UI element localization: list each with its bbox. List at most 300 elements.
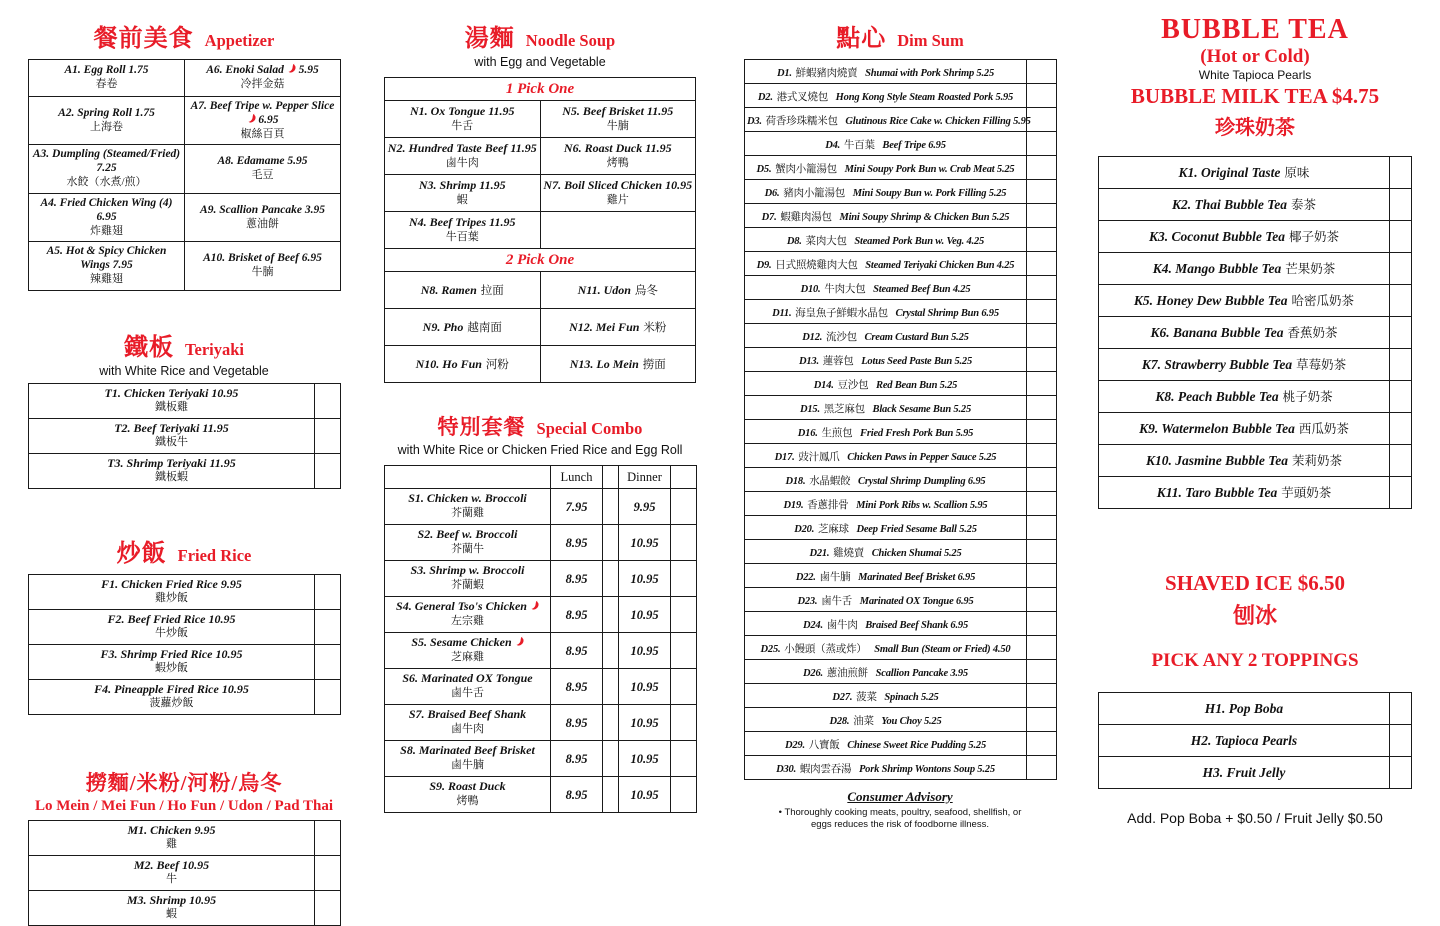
menu-item-cell — [745, 708, 1027, 732]
menu-item-cell — [29, 418, 315, 453]
menu-item-name: T2. Beef Teriyaki 11.95 — [114, 420, 229, 435]
menu-item-cell — [385, 212, 541, 249]
menu-item-cell — [29, 820, 315, 855]
menu-item-cell — [745, 108, 1031, 132]
menu-item-cell — [1099, 381, 1390, 413]
menu-item-name: N6. Roast Duck 11.95 — [563, 140, 672, 155]
menu-item-name-zh: 辣雞翅 — [90, 273, 123, 286]
menu-item-cell — [540, 309, 696, 346]
dim-sum-table — [744, 59, 1056, 780]
menu-row — [745, 108, 1057, 132]
menu-row — [745, 180, 1057, 204]
dim-sum-item-zh: 蓮蓉包 — [822, 355, 854, 367]
order-mark-cell — [1389, 413, 1411, 445]
dim-sum-item-en: Mini Soupy Pork Bun w. Crab Meat 5.25 — [844, 163, 1015, 175]
noodle-soup-table — [384, 77, 696, 383]
menu-row — [385, 466, 697, 489]
menu-row — [745, 756, 1057, 780]
order-mark-cell — [1027, 132, 1057, 156]
teriyaki-table — [28, 383, 340, 489]
dim-sum-item-number: D15. — [799, 403, 820, 415]
menu-item-name: N5. Beef Brisket 11.95 — [562, 103, 674, 118]
menu-item-name: N10. Ho Fun — [415, 357, 482, 371]
order-mark-cell — [671, 669, 697, 705]
lunch-price: 8.95 — [565, 751, 588, 766]
menu-item-name-zh: 菠蘿炒飯 — [149, 697, 194, 710]
menu-row — [29, 609, 341, 644]
menu-row — [29, 383, 341, 418]
dim-sum-item-number: D25. — [760, 643, 781, 655]
noodle-soup-title-zh: 湯麵 — [464, 26, 515, 52]
menu-item-cell — [745, 60, 1027, 84]
appetizer-table — [28, 59, 340, 291]
dim-sum-item-zh: 蝦雞肉湯包 — [780, 211, 832, 223]
advisory-text-body: Thoroughly cooking meats, poultry, seafood, shellfish, or eggs reduces the risk of foodborne illness. — [784, 807, 1022, 830]
dim-sum-item-number: D23. — [797, 595, 818, 607]
menu-item-name: A7. Beef Tripe w. Pepper Slice 6.95 — [190, 100, 335, 127]
dim-sum-item-en: Chicken Paws in Pepper Sauce 5.25 — [847, 451, 997, 463]
dim-sum-item-en: Small Bun (Steam or Fried) 4.50 — [874, 643, 1011, 655]
menu-row — [29, 890, 341, 925]
menu-item-cell — [385, 249, 696, 272]
menu-item-name-zh: 冷拌金菇 — [240, 78, 285, 91]
menu-row — [1099, 221, 1412, 253]
menu-item-cell — [745, 276, 1027, 300]
menu-row — [1099, 381, 1412, 413]
teriyaki-title-en: Teriyaki — [185, 339, 244, 359]
noodle-soup-subtitle: with Egg and Vegetable — [474, 55, 606, 69]
menu-item-name-zh: 毛豆 — [251, 169, 274, 182]
dim-sum-item-zh: 鮮蝦豬肉燒賣 — [795, 67, 858, 79]
order-mark-cell — [671, 777, 697, 813]
menu-item-cell — [1099, 725, 1390, 757]
dim-sum-item-number: D10. — [800, 283, 821, 295]
menu-row — [29, 820, 341, 855]
dim-sum-item-zh: 油菜 — [853, 715, 874, 727]
menu-row — [745, 636, 1057, 660]
menu-row — [745, 348, 1057, 372]
lunch-column-header: Lunch — [560, 470, 593, 484]
dim-sum-title-zh: 點心 — [836, 26, 887, 52]
lo-mein-title-zh: 撈麵/米粉/河粉/烏冬 — [85, 770, 283, 795]
menu-item-name-zh: 拉面 — [480, 285, 504, 297]
menu-item-name: S9. Roast Duck — [429, 779, 506, 794]
order-mark-cell — [315, 383, 341, 418]
menu-item-cell — [540, 101, 696, 138]
menu-item-cell — [385, 525, 551, 561]
dim-sum-item-zh: 牛肉大包 — [824, 283, 866, 295]
menu-item-name: N1. Ox Tongue 11.95 — [409, 103, 515, 118]
order-mark-cell — [1027, 204, 1057, 228]
dim-sum-item-number: D8. — [786, 235, 802, 247]
order-mark-cell — [1389, 381, 1411, 413]
order-mark-cell — [1027, 516, 1057, 540]
menu-item-cell — [385, 175, 541, 212]
order-mark-cell — [603, 525, 619, 561]
menu-item-name: F3. Shrimp Fried Rice 10.95 — [100, 646, 243, 661]
menu-item-cell — [619, 466, 671, 489]
dim-sum-item-en: Crystal Shrimp Dumpling 6.95 — [858, 475, 986, 487]
menu-item-cell — [385, 705, 551, 741]
order-mark-cell — [1027, 60, 1057, 84]
menu-row — [745, 132, 1057, 156]
order-mark-cell — [1027, 300, 1057, 324]
menu-item-name-zh: 烤鴨 — [456, 795, 479, 808]
dim-sum-item-number: D26. — [803, 667, 823, 679]
menu-item-name-zh: 撈面 — [642, 359, 666, 371]
appetizer-title-zh: 餐前美食 — [93, 26, 194, 52]
menu-item-name-zh: 鐵板蝦 — [155, 471, 188, 484]
menu-item-cell — [551, 597, 603, 633]
menu-item-name: A3. Dumpling (Steamed/Fried) 7.25 — [32, 148, 181, 175]
order-mark-cell — [1389, 253, 1411, 285]
menu-item-name-zh: 茉莉奶茶 — [1291, 454, 1342, 468]
menu-item-name-zh: 芋頭奶茶 — [1281, 486, 1332, 500]
order-mark-cell — [1027, 588, 1057, 612]
menu-item-name: M1. Chicken 9.95 — [127, 822, 216, 837]
dim-sum-item-number: D7. — [761, 211, 777, 223]
menu-item-name: F2. Beef Fried Rice 10.95 — [107, 611, 236, 626]
menu-item-cell — [619, 633, 671, 669]
dim-sum-item-zh: 小饅頭（蒸或炸） — [784, 643, 867, 655]
menu-item-name-zh: 鐵板雞 — [155, 401, 188, 414]
menu-row — [745, 300, 1057, 324]
menu-item-name: K11. Taro Bubble Tea — [1156, 485, 1278, 500]
dim-sum-item-zh: 海皇魚子鮮蝦水晶包 — [795, 307, 888, 319]
menu-item-cell — [1099, 757, 1390, 789]
menu-item-name-zh: 芥蘭牛 — [451, 543, 484, 556]
dim-sum-item-zh: 蝦肉雲吞湯 — [799, 763, 852, 775]
menu-item-cell — [745, 660, 1027, 684]
shaved-ice-title-zh: 刨冰 — [1232, 603, 1277, 628]
consumer-advisory — [744, 789, 1056, 831]
lo-mein-table — [28, 820, 340, 926]
order-mark-cell — [1027, 468, 1057, 492]
menu-item-name-zh: 蝦 — [166, 908, 177, 921]
column-dim-sum — [744, 0, 1056, 831]
dim-sum-item-number: D21. — [809, 547, 830, 559]
menu-item-name: F4. Pineapple Fired Rice 10.95 — [94, 681, 249, 696]
menu-row — [745, 252, 1057, 276]
order-mark-cell — [1027, 348, 1057, 372]
menu-item-cell — [29, 679, 315, 714]
menu-item-name-zh: 蝦 — [456, 193, 468, 206]
menu-item-name-zh: 鹵牛肉 — [445, 156, 479, 169]
order-mark-cell — [1389, 445, 1411, 477]
menu-item-name-zh: 哈密瓜奶茶 — [1291, 294, 1355, 308]
menu-item-name-zh: 香蕉奶茶 — [1287, 326, 1338, 340]
dim-sum-item-zh: 菜肉大包 — [805, 235, 847, 247]
menu-item-cell — [1099, 413, 1390, 445]
order-mark-cell — [1027, 684, 1057, 708]
menu-row — [1099, 157, 1412, 189]
menu-item-name: T1. Chicken Teriyaki 10.95 — [104, 385, 239, 400]
menu-row — [385, 777, 697, 813]
menu-item-name-zh: 桃子奶茶 — [1282, 390, 1333, 404]
order-mark-cell — [1027, 252, 1057, 276]
menu-item-name: N3. Shrimp 11.95 — [418, 177, 506, 192]
order-mark-cell — [1389, 189, 1411, 221]
column-bubble-tea — [1098, 0, 1412, 826]
menu-row — [1099, 189, 1412, 221]
menu-item-cell — [385, 489, 551, 525]
menu-item-cell — [745, 252, 1027, 276]
menu-table — [28, 820, 341, 926]
menu-item-name: H2. Tapioca Pearls — [1190, 732, 1298, 748]
menu-item-cell — [385, 777, 551, 813]
menu-item-name-zh: 牛腩 — [251, 266, 274, 279]
dim-sum-item-en: Pork Shrimp Wontons Soup 5.25 — [858, 763, 995, 775]
order-mark-cell — [1027, 228, 1057, 252]
menu-item-name: S5. Sesame Chicken — [387, 635, 548, 650]
dim-sum-item-en: You Choy 5.25 — [881, 715, 942, 727]
order-mark-cell — [1027, 708, 1057, 732]
dim-sum-item-en: Mini Pork Ribs w. Scallion 5.95 — [856, 499, 988, 511]
menu-item-name-zh: 春卷 — [95, 78, 118, 91]
menu-item-name: H3. Fruit Jelly — [1202, 764, 1286, 780]
pick-one-label: 2 Pick One — [505, 252, 575, 268]
menu-item-name: N13. Lo Mein — [569, 357, 639, 371]
dim-sum-item-number: D28. — [829, 715, 850, 727]
order-mark-cell — [1027, 108, 1057, 132]
menu-row — [1099, 693, 1412, 725]
menu-item-name-zh: 左宗雞 — [451, 615, 484, 628]
menu-item-name-zh: 椰子奶茶 — [1288, 230, 1339, 244]
menu-item-cell — [385, 669, 551, 705]
order-mark-cell — [1027, 612, 1057, 636]
pick-toppings-title: PICK ANY 2 TOPPINGS — [1151, 650, 1359, 671]
menu-row — [29, 644, 341, 679]
menu-item-cell — [745, 300, 1027, 324]
special-combo-subtitle: with White Rice or Chicken Fried Rice and Egg Roll — [397, 443, 683, 457]
lo-mein-header — [28, 767, 340, 797]
dim-sum-item-en: Black Sesame Bun 5.25 — [872, 403, 972, 415]
menu-item-cell — [745, 516, 1027, 540]
dim-sum-item-zh: 水晶蝦餃 — [809, 475, 851, 487]
fried-rice-header — [28, 533, 340, 568]
menu-row — [1099, 445, 1412, 477]
menu-item-name: M3. Shrimp 10.95 — [126, 892, 217, 907]
menu-table — [1098, 156, 1412, 509]
dim-sum-title-en: Dim Sum — [897, 31, 964, 50]
menu-item-name-zh: 雞 — [166, 838, 177, 851]
dim-sum-item-zh: 蟹肉小籠湯包 — [775, 163, 837, 175]
menu-item-name-zh: 蝦炒飯 — [155, 662, 188, 675]
dim-sum-item-number: D22. — [795, 571, 816, 583]
dim-sum-item-number: D5. — [756, 163, 772, 175]
teriyaki-title-zh: 鐵板 — [124, 334, 174, 361]
dim-sum-item-en: Lotus Seed Paste Bun 5.25 — [861, 355, 973, 367]
menu-item-cell — [745, 468, 1027, 492]
dim-sum-item-zh: 菠菜 — [856, 691, 877, 703]
menu-item-name: M2. Beef 10.95 — [133, 857, 210, 872]
menu-item-name: N7. Boil Sliced Chicken 10.95 — [543, 177, 693, 192]
menu-table — [384, 77, 696, 383]
menu-item-name: S4. General Tso's Chicken — [387, 599, 548, 614]
dim-sum-item-zh: 黑芝麻包 — [823, 403, 865, 415]
order-mark-cell — [603, 466, 619, 489]
teriyaki-header — [28, 327, 340, 362]
dim-sum-item-zh: 豬肉小籠湯包 — [783, 187, 846, 199]
bubble-tea-table — [1098, 156, 1412, 509]
fried-rice-title-zh: 炒飯 — [116, 540, 167, 567]
bubble-tea-hot-cold: (Hot or Cold) — [1200, 46, 1310, 67]
menu-item-cell — [1099, 189, 1390, 221]
menu-item-name-zh: 鹵牛舌 — [451, 687, 484, 700]
dim-sum-item-zh: 蔥油煎餅 — [826, 667, 868, 679]
menu-item-cell — [745, 756, 1027, 780]
dim-sum-item-zh: 雞燒賣 — [833, 547, 865, 559]
menu-item-cell — [619, 561, 671, 597]
menu-item-cell — [745, 396, 1027, 420]
dim-sum-item-en: Glutinous Rice Cake w. Chicken Filling 5.95 — [845, 115, 1031, 127]
menu-row — [745, 204, 1057, 228]
dim-sum-item-zh: 生煎包 — [821, 427, 853, 439]
menu-item-name: S2. Beef w. Broccoli — [417, 527, 518, 542]
menu-row — [1099, 757, 1412, 789]
menu-item-cell — [540, 138, 696, 175]
dinner-price: 10.95 — [630, 607, 659, 622]
menu-item-cell — [29, 193, 185, 241]
menu-item-name: S6. Marinated OX Tongue — [402, 671, 533, 686]
pick-one-label: 1 Pick One — [505, 81, 575, 97]
menu-row — [745, 228, 1057, 252]
order-mark-cell — [1027, 420, 1057, 444]
menu-row — [1099, 477, 1412, 509]
order-mark-cell — [1027, 156, 1057, 180]
menu-row — [745, 372, 1057, 396]
menu-row — [385, 525, 697, 561]
menu-item-cell — [745, 636, 1027, 660]
menu-row — [385, 212, 696, 249]
menu-row — [1099, 253, 1412, 285]
dim-sum-item-en: Marinated OX Tongue 6.95 — [859, 595, 974, 607]
menu-row — [745, 660, 1057, 684]
menu-item-cell — [1099, 253, 1390, 285]
menu-row — [745, 60, 1057, 84]
menu-item-cell — [619, 489, 671, 525]
menu-table — [744, 59, 1057, 780]
order-mark-cell — [315, 855, 341, 890]
menu-table — [28, 383, 341, 489]
lunch-price: 8.95 — [565, 535, 588, 550]
order-mark-cell — [1027, 756, 1057, 780]
menu-row — [745, 420, 1057, 444]
order-mark-cell — [1389, 157, 1411, 189]
lunch-price: 7.95 — [565, 499, 588, 514]
menu-item-cell — [29, 97, 185, 145]
menu-item-cell — [745, 444, 1027, 468]
appetizer-header — [28, 18, 340, 53]
dim-sum-item-number: D24. — [803, 619, 823, 631]
menu-item-name-zh: 芥蘭雞 — [451, 507, 484, 520]
menu-item-name: A1. Egg Roll 1.75 — [64, 64, 149, 77]
dinner-column-header: Dinner — [627, 470, 662, 484]
dim-sum-item-zh: 日式照燒雞肉大包 — [775, 259, 858, 271]
menu-item-name: K10. Jasmine Bubble Tea — [1145, 453, 1288, 468]
menu-item-cell — [1099, 477, 1390, 509]
menu-item-cell — [29, 574, 315, 609]
menu-row — [745, 564, 1057, 588]
menu-item-cell — [619, 741, 671, 777]
menu-item-name: K2. Thai Bubble Tea — [1171, 197, 1287, 212]
menu-item-cell — [29, 60, 185, 97]
menu-item-cell — [1099, 317, 1390, 349]
special-combo-title-zh: 特別套餐 — [437, 415, 526, 439]
order-mark-cell — [603, 705, 619, 741]
menu-item-name: K4. Mango Bubble Tea — [1152, 261, 1282, 276]
menu-item-cell — [385, 597, 551, 633]
order-mark-cell — [603, 489, 619, 525]
menu-item-cell — [745, 228, 1027, 252]
menu-item-name-zh: 原味 — [1284, 166, 1310, 180]
dim-sum-item-zh: 港式叉燒包 — [776, 91, 829, 103]
menu-row — [1099, 317, 1412, 349]
menu-item-cell — [551, 777, 603, 813]
menu-item-cell — [1099, 349, 1390, 381]
order-mark-cell — [1027, 180, 1057, 204]
dim-sum-item-number: D18. — [785, 475, 806, 487]
menu-item-cell — [745, 372, 1027, 396]
menu-item-cell — [185, 242, 341, 290]
menu-row — [745, 84, 1057, 108]
lunch-price: 8.95 — [565, 679, 588, 694]
menu-item-name-zh: 水餃（水煮/煎） — [66, 176, 147, 189]
menu-item-cell — [185, 60, 341, 97]
order-mark-cell — [1027, 444, 1057, 468]
dim-sum-item-number: D17. — [774, 451, 795, 463]
menu-item-name-zh: 雞炒飯 — [155, 592, 188, 605]
dim-sum-item-en: Beef Tripe 6.95 — [882, 139, 946, 151]
order-mark-cell — [1389, 477, 1411, 509]
menu-item-name-zh: 上海卷 — [90, 121, 123, 134]
menu-item-cell — [551, 633, 603, 669]
menu-item-name-zh: 西瓜奶茶 — [1298, 422, 1349, 436]
menu-row — [745, 516, 1057, 540]
order-mark-cell — [315, 644, 341, 679]
menu-item-cell — [745, 492, 1027, 516]
menu-item-name-zh: 米粉 — [643, 322, 667, 334]
order-mark-cell — [1027, 276, 1057, 300]
menu-row — [1099, 413, 1412, 445]
menu-item-name: S8. Marinated Beef Brisket — [400, 743, 535, 758]
menu-row — [745, 612, 1057, 636]
lunch-price: 8.95 — [565, 607, 588, 622]
menu-item-name: A8. Edamame 5.95 — [217, 155, 308, 168]
menu-item-cell — [540, 175, 696, 212]
menu-row — [29, 453, 341, 488]
chili-icon — [287, 63, 296, 74]
menu-item-cell — [745, 540, 1027, 564]
dim-sum-item-en: Hong Kong Style Steam Roasted Pork 5.95 — [835, 91, 1014, 103]
menu-row — [29, 574, 341, 609]
order-mark-cell — [1027, 540, 1057, 564]
menu-item-cell — [619, 705, 671, 741]
order-mark-cell — [1027, 396, 1057, 420]
toppings-price-note: Add. Pop Boba + $0.50 / Fruit Jelly $0.50 — [1127, 810, 1383, 826]
order-mark-cell — [1027, 564, 1057, 588]
special-combo-table — [384, 465, 696, 813]
order-mark-cell — [1389, 285, 1411, 317]
lunch-price: 8.95 — [565, 643, 588, 658]
dinner-price: 10.95 — [630, 643, 659, 658]
menu-item-name: S1. Chicken w. Broccoli — [408, 491, 527, 506]
menu-item-cell — [745, 348, 1027, 372]
order-mark-cell — [315, 890, 341, 925]
order-mark-cell — [671, 561, 697, 597]
dim-sum-item-zh: 八寶飯 — [808, 739, 840, 751]
dim-sum-item-en: Crystal Shrimp Bun 6.95 — [895, 307, 999, 319]
